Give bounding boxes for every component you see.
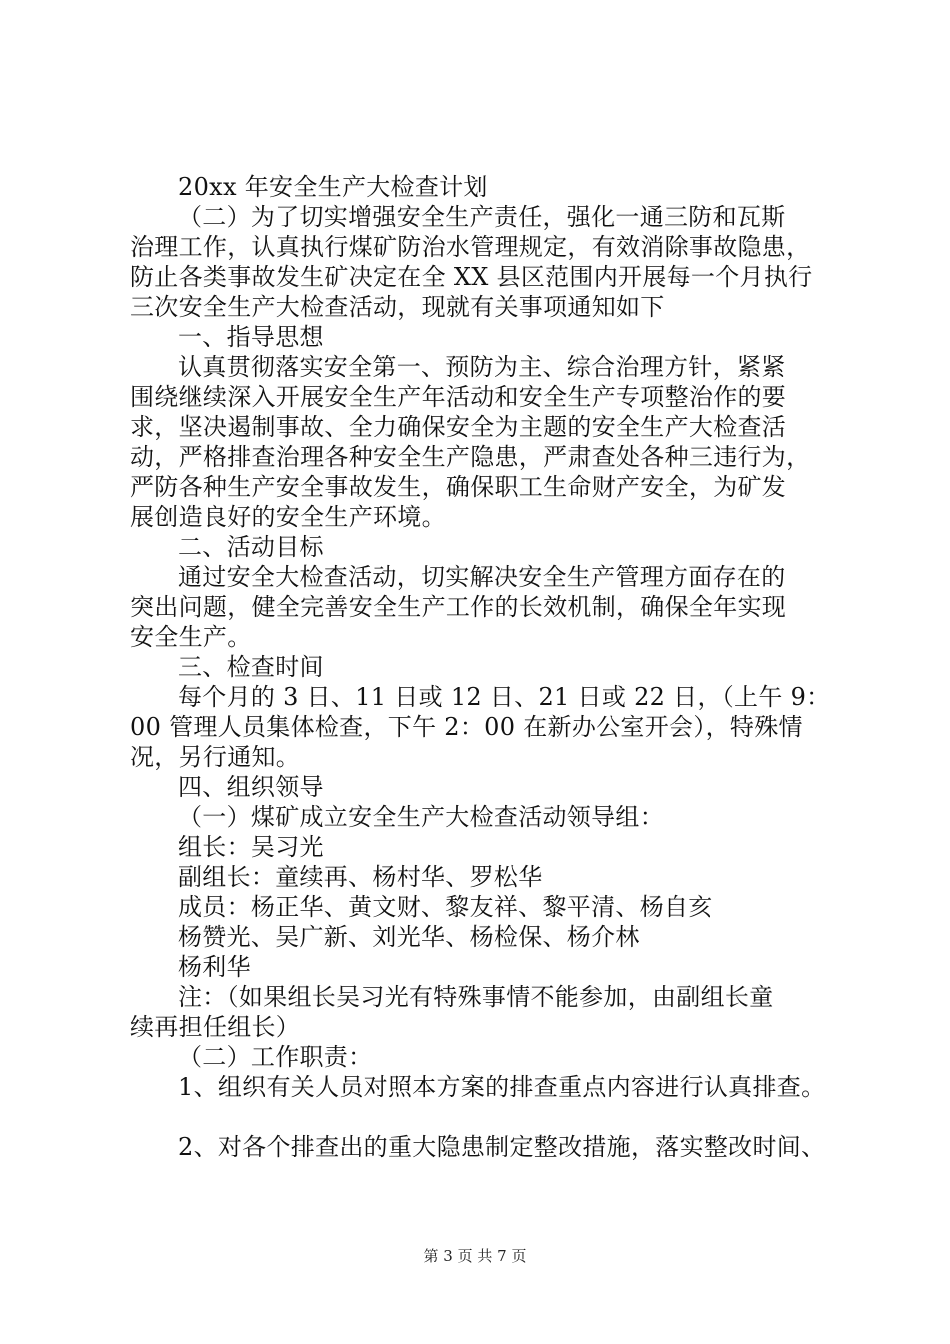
paragraph-line: 动，严格排查治理各种安全生产隐患，严肃查处各种三违行为， [130, 443, 811, 471]
paragraph-line: 杨赞光、吴广新、刘光华、杨检保、杨介林 [178, 923, 640, 951]
paragraph-line: 二、活动目标 [178, 533, 324, 561]
paragraph-line: 四、组织领导 [178, 773, 324, 801]
paragraph-line: 突出问题，健全完善安全生产工作的长效机制，确保全年实现 [130, 593, 787, 621]
paragraph-line: 00 管理人员集体检查，下午 2：00 在新办公室开会），特殊情 [130, 713, 803, 741]
paragraph-line: 安全生产。 [130, 623, 252, 651]
paragraph-line: （一）煤矿成立安全生产大检查活动领导组： [178, 803, 664, 831]
paragraph-line: （二）工作职责： [178, 1043, 373, 1071]
paragraph-line: 成员：杨正华、黄文财、黎友祥、黎平清、杨自亥 [178, 893, 713, 921]
paragraph-line: 展创造良好的安全生产环境。 [130, 503, 446, 531]
paragraph-line: （二）为了切实增强安全生产责任，强化一通三防和瓦斯 [178, 203, 786, 231]
paragraph-line: 组长：吴习光 [178, 833, 324, 861]
paragraph-line: 三次安全生产大检查活动，现就有关事项通知如下 [130, 293, 665, 321]
paragraph-line: 通过安全大检查活动，切实解决安全生产管理方面存在的 [178, 563, 786, 591]
paragraph-line: 2、对各个排查出的重大隐患制定整改措施，落实整改时间、 [178, 1133, 826, 1161]
paragraph-line: 一、指导思想 [178, 323, 324, 351]
page-footer: 第 3 页 共 7 页 [423, 1247, 527, 1265]
paragraph-line: 每个月的 3 日、11 日或 12 日、21 日或 22 日，（上午 9： [178, 683, 831, 711]
paragraph-line: 续再担任组长） [130, 1013, 301, 1041]
paragraph-line: 杨利华 [178, 953, 251, 981]
paragraph-line: 认真贯彻落实安全第一、预防为主、综合治理方针，紧紧 [178, 353, 786, 381]
paragraph-line: 围绕继续深入开展安全生产年活动和安全生产专项整治作的要 [130, 383, 787, 411]
paragraph-line: 求，坚决遏制事故、全力确保安全为主题的安全生产大检查活 [130, 413, 787, 441]
paragraph-line: 注：（如果组长吴习光有特殊事情不能参加，由副组长童 [178, 983, 774, 1011]
paragraph-line: 严防各种生产安全事故发生，确保职工生命财产安全，为矿发 [130, 473, 787, 501]
paragraph-line: 副组长：童续再、杨村华、罗松华 [178, 863, 543, 891]
paragraph-line: 三、检查时间 [178, 653, 324, 681]
paragraph-line: 1、组织有关人员对照本方案的排查重点内容进行认真排查。 [178, 1073, 826, 1101]
paragraph-line: 防止各类事故发生矿决定在全 XX 县区范围内开展每一个月执行 [130, 263, 813, 291]
paragraph-line: 治理工作，认真执行煤矿防治水管理规定，有效消除事故隐患， [130, 233, 811, 261]
paragraph-line: 况，另行通知。 [130, 743, 301, 771]
document-title: 20xx 年安全生产大检查计划 [178, 173, 488, 201]
document-body [130, 172, 845, 1162]
